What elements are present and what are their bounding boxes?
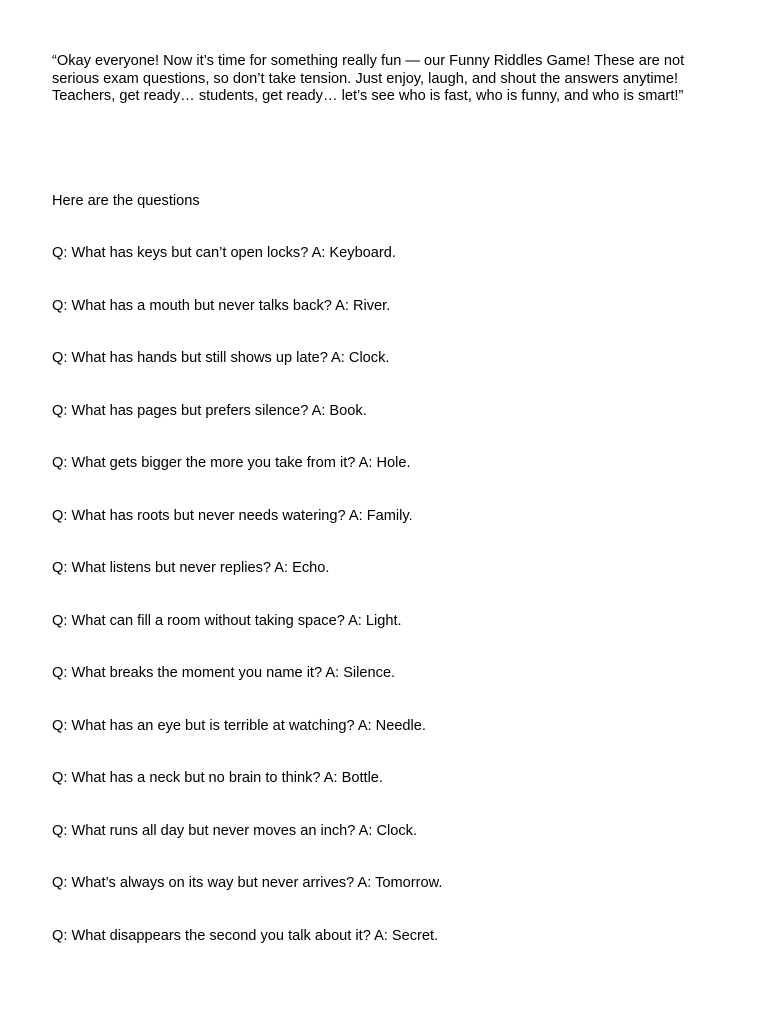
riddle-list — [52, 244, 442, 979]
questions-heading: Here are the questions — [52, 193, 200, 209]
riddle-item: Q: What disappears the second you talk about it? A: Secret. — [52, 927, 439, 944]
intro-paragraph — [52, 53, 732, 106]
riddle-item: Q: What has an eye but is terrible at watching? A: Needle. — [52, 717, 426, 734]
intro-line: serious exam questions, so don’t take tension. Just enjoy, laugh, and shout the answers anytime! — [52, 70, 678, 87]
riddle-item: Q: What has hands but still shows up late? A: Clock. — [52, 350, 390, 366]
riddle-item: Q: What can fill a room without taking space? A: Light. — [52, 612, 402, 629]
riddle-item: Q: What has a neck but no brain to think? A: Bottle. — [52, 770, 383, 786]
riddle-item: Q: What has keys but can’t open locks? A: Keyboard. — [52, 245, 396, 261]
riddle-item: Q: What’s always on its way but never arrives? A: Tomorrow. — [52, 875, 443, 891]
riddle-item: Q: What listens but never replies? A: Echo. — [52, 560, 330, 576]
intro-line: Teachers, get ready… students, get ready… let’s see who is fast, who is funny, and who is smart!” — [52, 88, 684, 104]
intro-line: “Okay everyone! Now it’s time for something really fun — our Funny Riddles Game! These are not — [52, 53, 685, 69]
riddle-item: Q: What breaks the moment you name it? A: Silence. — [52, 665, 396, 681]
riddle-item: Q: What has a mouth but never talks back? A: River. — [52, 297, 391, 314]
riddle-item: Q: What has roots but never needs watering? A: Family. — [52, 507, 413, 524]
riddle-item: Q: What has pages but prefers silence? A: Book. — [52, 402, 367, 419]
riddle-item: Q: What gets bigger the more you take from it? A: Hole. — [52, 455, 411, 471]
riddle-item: Q: What runs all day but never moves an inch? A: Clock. — [52, 822, 418, 839]
